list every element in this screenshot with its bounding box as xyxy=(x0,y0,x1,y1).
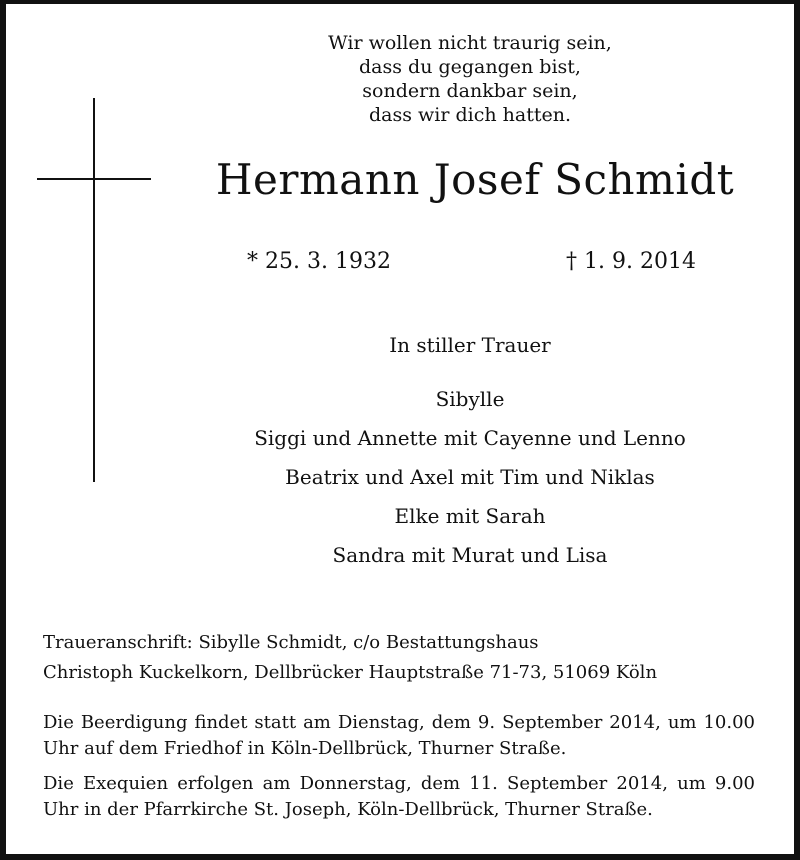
family-member: Sandra mit Murat und Lisa xyxy=(332,543,608,567)
quote-line: dass du gegangen bist, xyxy=(359,56,581,78)
cross-vertical-bar xyxy=(93,98,95,482)
family-member: Elke mit Sarah xyxy=(394,504,546,528)
quote-line: sondern dankbar sein, xyxy=(362,80,578,102)
family-list xyxy=(150,380,790,575)
quote-line: dass wir dich hatten. xyxy=(368,104,571,126)
family-member: Sibylle xyxy=(435,387,505,411)
mourning-address xyxy=(43,628,763,688)
burial-notice: Die Beerdigung findet statt am Dienstag, dem 9. September 2014, um 10.00 Uhr auf dem Friedhof in Köln-Dellbrück, Thurner Straße. xyxy=(43,712,755,759)
cross-horizontal-bar xyxy=(37,178,151,180)
family-member: Siggi und Annette mit Cayenne und Lenno xyxy=(254,426,686,450)
mourning-heading: In stiller Trauer xyxy=(389,333,551,357)
death-date: † 1. 9. 2014 xyxy=(566,249,696,274)
memorial-quote xyxy=(250,31,690,127)
address-line: Christoph Kuckelkorn, Dellbrücker Hauptstraße 71-73, 51069 Köln xyxy=(43,662,658,683)
family-member: Beatrix und Axel mit Tim und Niklas xyxy=(285,465,655,489)
birth-date: * 25. 3. 1932 xyxy=(247,249,391,274)
address-line: Traueranschrift: Sibylle Schmidt, c/o Bestattungshaus xyxy=(43,632,539,653)
deceased-name: Hermann Josef Schmidt xyxy=(215,155,735,204)
quote-line: Wir wollen nicht traurig sein, xyxy=(328,32,612,54)
requiem-notice: Die Exequien erfolgen am Donnerstag, dem 11. September 2014, um 9.00 Uhr in der Pfarrkirche St. Joseph, Köln-Dellbrück, Thurner Straße. xyxy=(43,773,755,820)
